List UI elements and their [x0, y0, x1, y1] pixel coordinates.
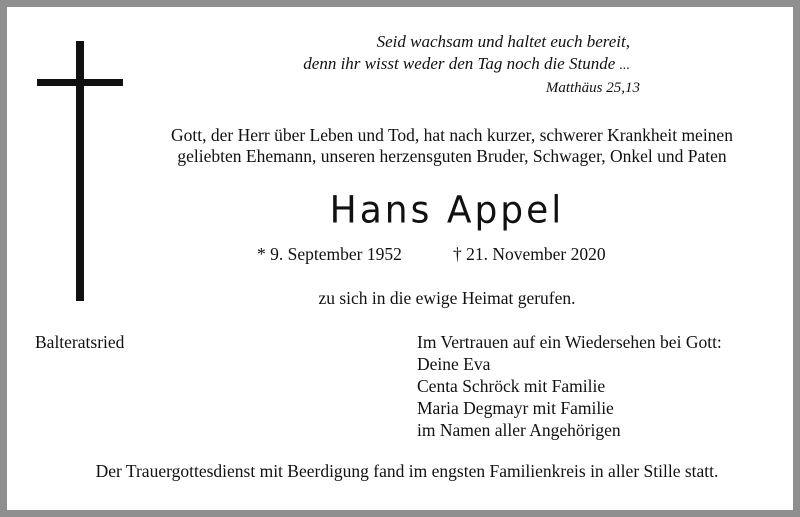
verse-line-1: Seid wachsam und haltet euch bereit, [376, 32, 630, 51]
mourner-name: Deine Eva [417, 354, 491, 374]
verse-reference: Matthäus 25,13 [545, 80, 640, 96]
intro-line-1: Gott, der Herr über Leben und Tod, hat nach kurzer, schwerer Krankheit meinen [171, 125, 733, 145]
deceased-name: Hans Appel [329, 188, 565, 232]
mourner-name: Maria Degmayr mit Familie [417, 398, 614, 418]
bible-verse [167, 31, 630, 77]
intro-line-2: geliebten Ehemann, unseren herzensguten Bruder, Schwager, Onkel und Paten [177, 146, 727, 166]
mourner-name: Centa Schröck mit Familie [417, 376, 606, 396]
mourner-name: im Namen aller Angehörigen [417, 420, 621, 440]
place-name: Balteratsried [35, 332, 125, 352]
death-date: † 21. November 2020 [453, 244, 606, 264]
intro-text [117, 125, 787, 167]
cross-icon-beam [37, 79, 123, 86]
verse-line-2-text: denn ihr wisst weder den Tag noch die Stunde [303, 54, 616, 73]
obituary-card [7, 7, 793, 510]
mourners-heading: Im Vertrauen auf ein Wiedersehen bei Gott: [417, 332, 722, 352]
footer-note: Der Trauergottesdienst mit Beerdigung fand im engsten Familienkreis in aller Stille statt. [95, 461, 719, 481]
mourners-block [417, 331, 722, 441]
birth-date: * 9. September 1952 [257, 244, 402, 264]
verse-ellipsis: ... [619, 58, 630, 73]
verse-line-2 [167, 53, 630, 77]
closing-line: zu sich in die ewige Heimat gerufen. [318, 288, 576, 308]
